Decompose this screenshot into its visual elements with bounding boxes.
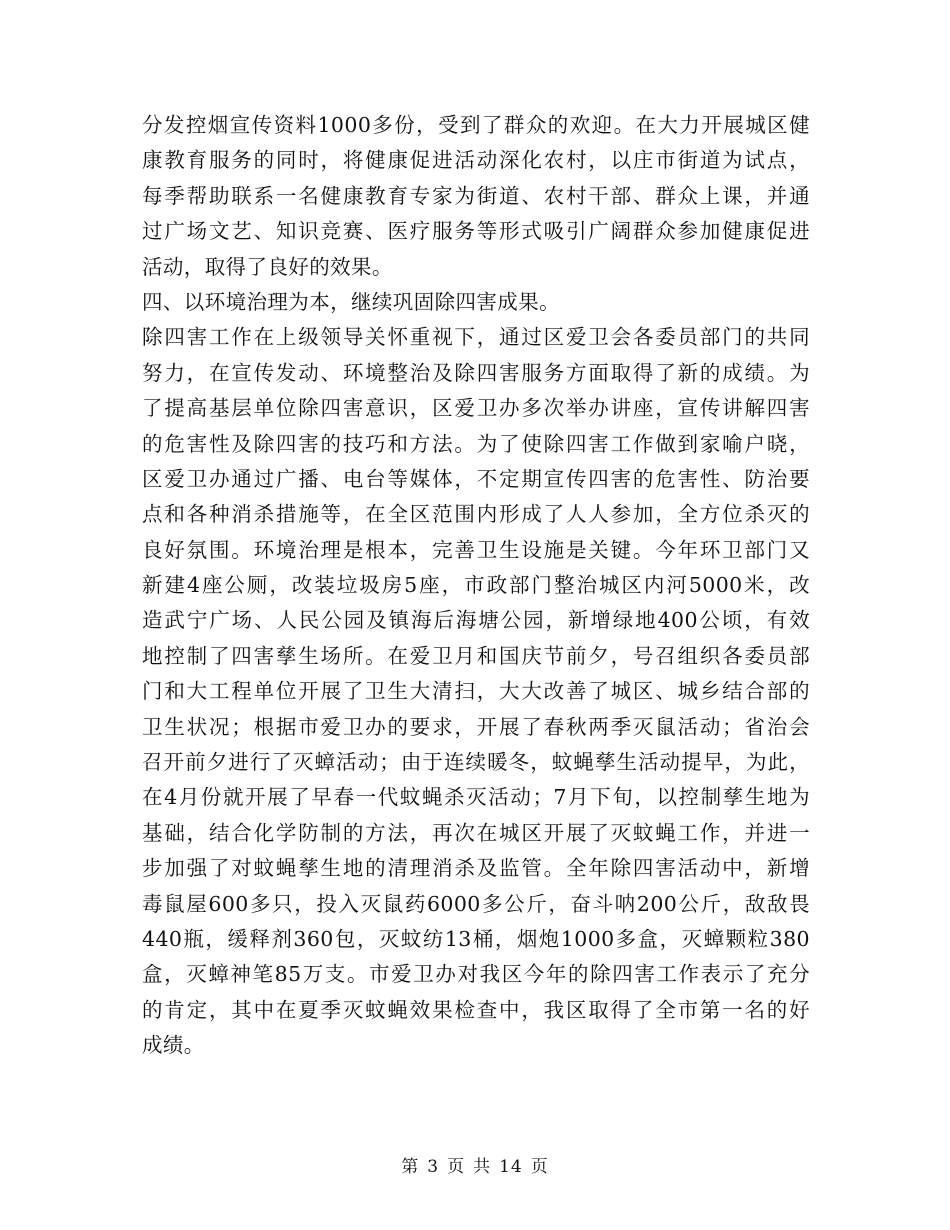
- text-line: 新建4座公厕，改装垃圾房5座，市政部门整治城区内河5000米，改: [142, 573, 810, 598]
- text-line: 基础，结合化学防制的方法，再次在城区开展了灭蚊蝇工作，并进一: [142, 820, 810, 845]
- text-line: 过广场文艺、知识竞赛、医疗服务等形式吸引广阔群众参加健康促进: [142, 219, 810, 244]
- text-line: 区爱卫办通过广播、电台等媒体，不定期宣传四害的危害性、防治要: [142, 466, 810, 491]
- total-suffix: 页: [530, 1157, 549, 1177]
- text-line: 地控制了四害孳生场所。在爱卫月和国庆节前夕，号召组织各委员部: [142, 643, 810, 668]
- text-line: 的危害性及除四害的技巧和方法。为了使除四害工作做到家喻户晓，: [142, 431, 810, 456]
- text-line: 努力，在宣传发动、环境整治及除四害服务方面取得了新的成绩。为: [142, 360, 810, 385]
- text-line: 良好氛围。环境治理是根本，完善卫生设施是关键。今年环卫部门又: [142, 537, 810, 562]
- text-line: 分发控烟宣传资料1000多份，受到了群众的欢迎。在大力开展城区健: [142, 113, 810, 137]
- text-line: 除四害工作在上级领导关怀重视下，通过区爱卫会各委员部门的共同: [142, 325, 810, 350]
- section-heading: 四、以环境治理为本，继续巩固除四害成果。: [142, 289, 560, 314]
- text-line: 召开前夕进行了灭蟑活动；由于连续暖冬，蚊蝇孳生活动提早，为此，: [142, 750, 810, 775]
- page-footer: [0, 1152, 950, 1177]
- text-line: 门和大工程单位开展了卫生大清扫，大大改善了城区、城乡结合部的: [142, 679, 810, 704]
- text-line: 了提高基层单位除四害意识，区爱卫办多次举办讲座，宣传讲解四害: [142, 396, 810, 421]
- text-line: 440瓶，缓释剂360包，灭蚊纺13桶，烟炮1000多盒，灭蟑颗粒380: [142, 926, 810, 951]
- page-prefix: 第: [401, 1157, 420, 1177]
- text-line: 每季帮助联系一名健康教育专家为街道、农村干部、群众上课，并通: [142, 183, 810, 208]
- text-line: 的肯定，其中在夏季灭蚊蝇效果检查中，我区取得了全市第一名的好: [142, 997, 810, 1022]
- body-text: [142, 108, 810, 1064]
- text-line: 毒鼠屋600多只，投入灭鼠药6000多公斤，奋斗呐200公斤，敌敌畏: [142, 891, 810, 916]
- current-page-number: 3: [427, 1157, 440, 1177]
- text-line: 成绩。: [142, 1033, 205, 1058]
- total-pages-number: 14: [499, 1157, 523, 1177]
- page-word: 页: [447, 1157, 466, 1177]
- text-line: 活动，取得了良好的效果。: [142, 254, 393, 279]
- text-line: 康教育服务的同时，将健康促进活动深化农村，以庄市街道为试点，: [142, 148, 810, 173]
- text-line: 造武宁广场、人民公园及镇海后海塘公园，新增绿地400公顷，有效: [142, 608, 810, 633]
- text-line: 盒，灭蟑神笔85万支。市爱卫办对我区今年的除四害工作表示了充分: [142, 962, 810, 987]
- text-line: 卫生状况；根据市爱卫办的要求，开展了春秋两季灭鼠活动；省治会: [142, 714, 810, 739]
- text-line: 在4月份就开展了早春一代蚊蝇杀灭活动；7月下旬，以控制孳生地为: [142, 785, 810, 810]
- text-line: 点和各种消杀措施等，在全区范围内形成了人人参加，全方位杀灭的: [142, 502, 810, 527]
- total-prefix: 共: [473, 1157, 492, 1177]
- text-line: 步加强了对蚊蝇孳生地的清理消杀及监管。全年除四害活动中，新增: [142, 856, 810, 881]
